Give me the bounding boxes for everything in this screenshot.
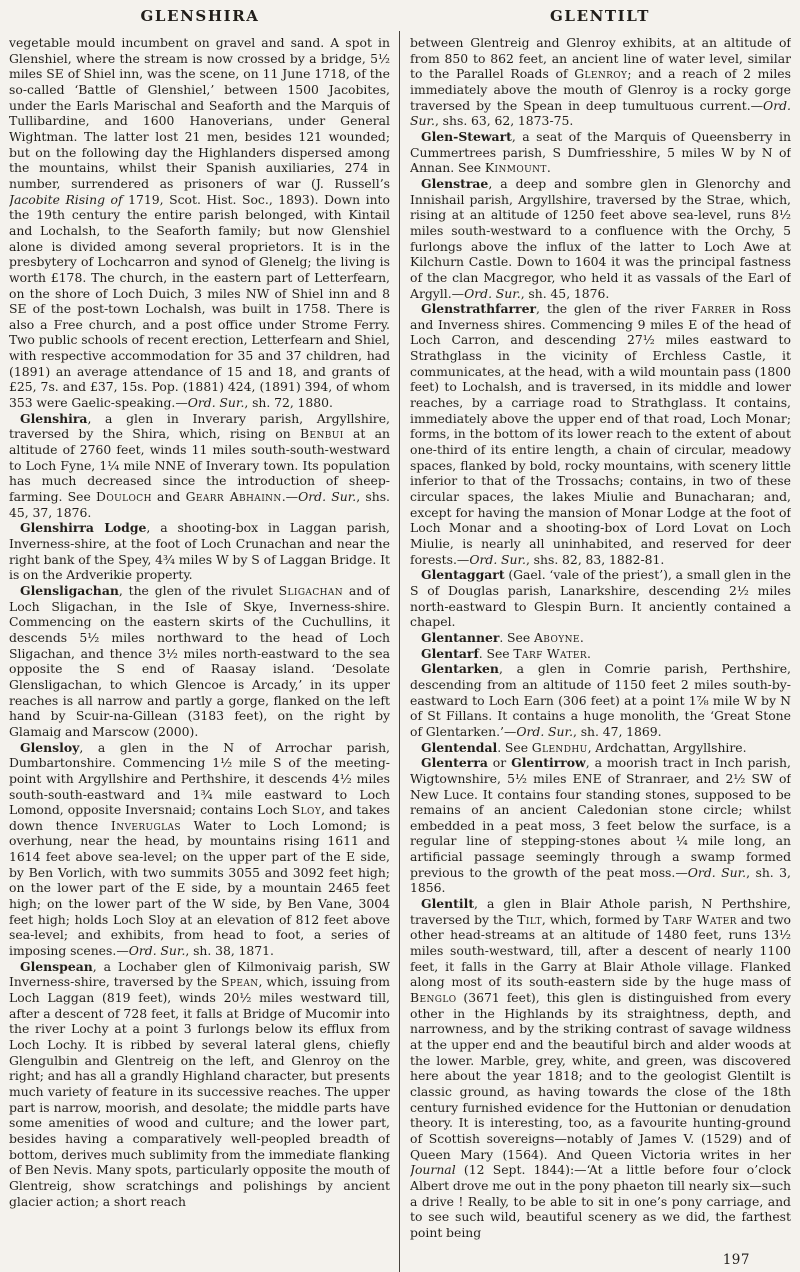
text-run: between Glentreig and Glenroy exhibits, at an altitude of from 850 to 862 feet, an ancient line of water level, similar to the Parallel Roads of — [410, 35, 791, 82]
text-run: Farrer — [691, 301, 736, 317]
text-run: Kinmount — [484, 160, 547, 176]
text-run: , and takes down thence — [9, 802, 390, 833]
text-run: Glenstrathfarrer — [421, 301, 536, 317]
entry-glentarf — [410, 646, 791, 662]
text-run: Glentarf — [421, 645, 479, 661]
page-number: 197 — [722, 1252, 750, 1268]
text-run: Glenterra — [421, 755, 488, 771]
text-run: and — [151, 489, 186, 505]
text-run: , sh. 45, 1876. — [520, 285, 610, 301]
text-run: Ord. Sur. — [187, 395, 245, 411]
text-run: Aboyne — [533, 629, 580, 645]
entry-glenstrae — [410, 176, 791, 301]
text-run: Glentendal — [421, 739, 498, 755]
text-run: , sh. 72, 1880. — [244, 395, 333, 411]
text-run: , sh. 3, 1856. — [410, 864, 791, 896]
text-run: , Ardchattan, Argyllshire. — [587, 739, 747, 755]
entry-glenstrathfarrer — [410, 301, 791, 567]
entry-glentanner — [410, 630, 791, 646]
text-run: Glenstrae — [421, 175, 489, 191]
text-run: . — [587, 645, 591, 661]
text-run: Ord. Sur. — [464, 285, 521, 301]
text-run: , shs. 63, 62, 1873-75. — [434, 113, 574, 129]
text-run: Tilt — [517, 911, 542, 927]
text-run: . See — [497, 739, 532, 755]
text-run: , a deep and sombre glen in Glenorchy and Innishail parish, Argyllshire, traversed by the Strae, which, rising at an altitude of 1250 feet above sea-level, runs 8½ miles south-westward to a confluence with the Orchy, 5 furlongs above the influx of the latter to Loch Awe at Kilchurn Castle. Down to 1604 it was the principal fastness of the clan Macgregor, who held it as vassals of the Earl of Argyll.— — [410, 175, 791, 301]
text-run: , a moorish tract in Inch parish, Wigtownshire, 5½ miles ENE of Stranraer, and 2½ SW of New Luce. It contains four standing stones, supposed to be remains of an ancient Caledonian stone circle; whilst embedded in a peat moss, 3 feet below the surface, is a regular line of stepping-stones about ¼ mile long, an artificial passage seemingly through a swamp formed previous to the growth of the peat moss.— — [410, 755, 791, 880]
text-run: . See — [499, 629, 534, 645]
text-run: 1719, Scot. Hist. Soc., 1893). Down into the 19th century the entire parish belonged, with Kintail and Lochalsh, to the Seaforth family; but now Glenshiel alone is divided among several proprietors. It is in the presbytery of Lochcarron and synod of Glenelg; the living is worth £178. The church, in the eastern part of Letterfearn, on the shore of Loch Duich, 3 miles NW of Shiel inn and 8 SE of the post-town Lochalsh, was built in 1758. There is also a Free church, and a post office under Strome Ferry. Two public schools of recent erection, Letterfearn and Shiel, with respective accommodation for 35 and 37 children, had (1891) an average attendance of 15 and 18, and grants of £25, 7s. and £37, 15s. Pop. (1881) 424, (1891) 394, of whom 353 were Gaelic-speaking.— — [9, 191, 390, 411]
text-run: Glentanner — [421, 629, 500, 645]
entry-glentendal — [410, 740, 791, 756]
text-run: , a glen in Blair Athole parish, N Perthshire, traversed by the — [410, 896, 791, 927]
entry-glentilt — [410, 896, 791, 1240]
text-run: Glensloy — [20, 739, 80, 755]
text-run: Glen-Stewart — [421, 128, 512, 144]
text-run: , which, issuing from Loch Laggan (819 feet), winds 20½ miles westward till, after a descent of 728 feet, it falls at Bridge of Mucomir into the river Lochy at a point 3 furlongs below its efflux from Loch Lochy. It is ribbed by several lateral glens, chiefly Glengulbin and Glentreig on the left, and Glenroy on the right; and has all a grandly Highland character, but presents much variety of feature in its successive reaches. The upper part is narrow, moorish, and desolate; the middle parts have some amenities of wood and culture; and the lower part, besides having a comparatively well-peopled breadth of bottom, derives much sublimity from the immediate flanking of Ben Nevis. Many spots, particularly opposite the mouth of Glentreig, show scratchings and polishings by ancient glacier action; a short reach — [9, 974, 390, 1209]
entry-glenshiel-continued — [9, 35, 390, 411]
text-run: or — [487, 755, 512, 771]
text-run: ; and a reach of 2 miles immediately above the mouth of Glenroy is a rocky gorge traversed by the Spean in deep tumultuous current.— — [410, 66, 791, 113]
entry-glenshira — [9, 411, 390, 521]
text-run: Glentarken — [421, 661, 499, 677]
text-run: , a glen in Inverary parish, Argyllshire, traversed by the Shira, which, rising on — [9, 410, 390, 442]
text-run: , a Lochaber glen of Kilmonivaig parish, SW Inverness-shire, traversed by the — [9, 958, 390, 990]
text-run: Ord. Sur. — [516, 723, 574, 739]
text-run: , a seat of the Marquis of Queensberry in Cummertrees parish, S Dumfriesshire, 5 miles W by N of Annan. See — [410, 128, 791, 176]
text-run: Glentilt — [421, 896, 475, 912]
text-run: Tarf Water — [662, 911, 737, 927]
text-run: Sloy — [291, 802, 322, 818]
text-run: Glenshira — [20, 410, 88, 426]
text-run: , shs. 45, 37, 1876. — [9, 489, 390, 520]
running-header — [0, 0, 800, 25]
text-run: Glenshirra Lodge — [20, 520, 147, 536]
entry-glentarken — [410, 661, 791, 739]
text-run: , a shooting-box in Laggan parish, Inverness-shire, at the foot of Loch Crunachan and near the right bank of the Spey, 4¾ miles W by S of Laggan Bridge. It is on the Ardverikie property. — [9, 520, 390, 583]
text-run: .— — [281, 489, 299, 505]
entry-glenspean-continued — [410, 35, 791, 129]
text-run: , the glen of the river — [536, 301, 692, 317]
text-run: and of Loch Sligachan, in the Isle of Skye, Inverness-shire. Commencing on the eastern skirts of the Cuchullins, it descends 5½ miles northward to the head of Loch Sligachan, and thence 3½ miles north-eastward to the sea opposite the S end of Raasay island. ‘Desolate Glensligachan, to which Glencoe is Arcady,’ in its upper reaches is all narrow and partly a gorge, flanked on the left hand by Scuir-na-Gillean (3183 feet), on the right by Glamaig and Marscow (2000). — [9, 582, 390, 739]
text-run: Spean — [221, 974, 259, 990]
left-column — [9, 35, 390, 1267]
text-run: Ord. Sur. — [687, 864, 747, 880]
text-run: Journal — [410, 1162, 456, 1178]
text-run: (Gael. ‘vale of the priest’), a small glen in the S of Douglas parish, Lanarkshire, descending 2½ miles north-eastward to Glespin Burn. It anciently contained a chapel. — [410, 567, 791, 630]
text-run: Ord. Sur. — [298, 489, 357, 505]
text-run: Glendhu — [531, 739, 588, 755]
text-run: Tarf Water — [513, 645, 587, 661]
text-run: Benbui — [299, 426, 344, 442]
text-run: Ord. Sur. — [469, 551, 526, 567]
text-run: , sh. 38, 1871. — [185, 943, 274, 959]
text-run: (3671 feet), this glen is distinguished from every other in the Highlands by its straightness, depth, and narrowness, and by the striking contrast of savage wildness at the upper end and the beautiful birch and alder woods at the lower. Marble, grey, white, and green, was discovered here about the year 1818; and to the geologist Glentilt is classic ground, as having towards the close of the 18th century furnished evidence for the Huttonian or denudation theory. It is interesting, too, as a favourite hunting-ground of Scottish sovereigns—notably of James V. (1529) and of Queen Mary (1564). And Queen Victoria writes in her — [410, 990, 791, 1162]
text-run: , which, formed by — [541, 911, 663, 927]
entry-glenspean — [9, 959, 390, 1210]
page-footer — [723, 1252, 750, 1268]
text-run: Glentirrow — [511, 755, 586, 771]
entry-glen-stewart — [410, 129, 791, 176]
text-run: Ord. Sur. — [128, 943, 186, 959]
text-run: Douloch — [96, 489, 152, 505]
text-run: vegetable mould incumbent on gravel and sand. A spot in Glenshiel, where the stream is now crossed by a bridge, 5½ miles SE of Shiel inn, was the scene, on 11 June 1718, of the so-called ‘Battle of Glenshiel,’ between 1500 Jacobites, under the Earls Marischal and Seaforth and the Marquis of Tullibardine, and 1600 Hanoverians, under General Wightman. The latter lost 21 men, besides 121 wounded; but on the following day the Highlanders dispersed among the mountains, whilst their Spanish auxiliaries, 274 in number, surrendered as prisoners of war (J. Russell’s — [9, 35, 390, 191]
entry-glenterra — [410, 755, 791, 896]
entry-glensloy — [9, 740, 390, 959]
text-run: , shs. 82, 83, 1882-81. — [526, 551, 665, 567]
text-run: in Ross and Inverness shires. Commencing 9 miles E of the head of Loch Carron, and descending 27½ miles eastward to Strathglass in the vicinity of Erchless Castle, it communicates, at the head, with a wild mountain pass (1800 feet) to Lochalsh, and is traversed, in its middle and lower reaches, by a carriage road to Strathglass. It contains, immediately above the upper end of that road, Loch Monar; forms, in the bottom of its lower reach to the extent of about one-third of its entire length, a chain of circular, meadowy spaces, flanked by bold, rocky mountains, with scenery little inferior to that of the Trossachs; contains, in two of these circular spaces, the lakes Miulie and Bunacharan; and, except for having the mansion of Monar Lodge at the foot of Loch Monar and a shooting-box of Lord Lovat on Loch Miulie, is nearly all uninhabited, and reserved for deer forests.— — [410, 301, 791, 567]
right-column — [410, 35, 791, 1267]
text-run: at an altitude of 2760 feet, winds 11 miles south-south-westward to Loch Fyne, 1¼ mile NNE of Inverary town. Its population has much decreased since the introduction of sheep-farming. See — [9, 426, 390, 505]
text-run: Water to Loch Lomond; is overhung, near the head, by mountains rising 1611 and 1614 feet above sea-level; on the upper part of the E side, by Ben Vorlich, with two summits 3055 and 3092 feet high; on the lower part of the E side, by a mountain 2465 feet high; on the lower part of the W side, by Ben Vane, 3004 feet high; holds Loch Sloy at an elevation of 812 feet above sea-level; and exhibits, from head to foot, a series of imposing scenes.— — [9, 817, 390, 959]
text-run: , a glen in Comrie parish, Perthshire, descending from an altitude of 1150 feet 2 miles south-by-eastward to Loch Earn (306 feet) at a point 1⅞ mile W by N of St Fillans. It contains a huge monolith, the ‘Great Stone of Glentarken.’— — [410, 661, 791, 739]
text-run: Benglo — [410, 990, 457, 1006]
text-columns — [0, 33, 800, 1272]
text-run: Glentaggart — [421, 567, 505, 583]
column-divider — [399, 31, 400, 1272]
text-run: . — [579, 629, 584, 645]
text-run: and two other head-streams at an altitude of 1480 feet, runs 13½ miles south-westward, till, after a descent of nearly 1100 feet, it falls in the Garry at Blair Athole village. Flanked along most of its south-eastern side by the huge mass of — [410, 911, 791, 990]
text-run: (12 Sept. 1844):—‘At a little before four o’clock Albert drove me out in the pony phaeton till nearly six—such a drive ! Really, to be able to sit in one’s pony carriage, and to see such wild, beautiful scenery as we did, the farthest point being — [410, 1162, 791, 1240]
entry-glenshirra-lodge — [9, 520, 390, 583]
text-run: Ord. Sur. — [410, 97, 791, 129]
entry-glentaggart — [410, 567, 791, 630]
running-head-right: GLENTILT — [550, 7, 650, 25]
text-run: , a glen in the N of Arrochar parish, Dumbartonshire. Commencing 1½ mile S of the meeting-point with Argyllshire and Perthshire, it descends 4½ miles south-south-eastward and 1¾ mile eastward to Loch Lomond, opposite Inversnaid; contains Loch — [9, 739, 390, 818]
text-run: , the glen of the rivulet — [118, 582, 279, 598]
text-run: , sh. 47, 1869. — [573, 723, 662, 739]
text-run: Jacobite Rising of — [9, 191, 123, 207]
text-run: . — [546, 160, 551, 176]
text-run: Glenspean — [20, 958, 93, 974]
entry-glensligachan — [9, 583, 390, 740]
running-head-left: GLENSHIRA — [140, 7, 260, 25]
text-run: . See — [478, 645, 514, 661]
text-run: Glensligachan — [20, 582, 119, 598]
text-run: Gearr Abhainn — [185, 489, 282, 505]
text-run: Glenroy — [574, 66, 628, 82]
text-run: Sligachan — [278, 582, 344, 598]
text-run: Inveruglas — [110, 817, 181, 833]
